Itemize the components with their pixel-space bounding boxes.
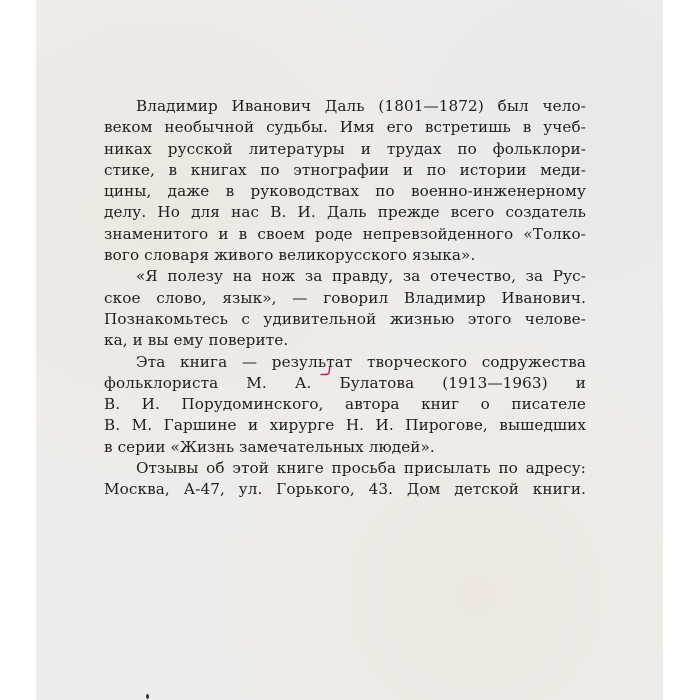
- text-line: В. И. Порудоминского, автора книг о писателе: [104, 395, 586, 414]
- text-line: цины, даже в руководствах по военно-инженерному: [104, 182, 586, 201]
- paper-speck: [146, 694, 149, 699]
- text-line: «Я полезу на нож за правду, за отечество, за Рус-: [136, 267, 586, 286]
- text-line: делу. Но для нас В. И. Даль прежде всего создатель: [104, 203, 586, 222]
- text-line: ка, и вы ему поверите.: [104, 331, 289, 350]
- text-line: веком необычной судьбы. Имя его встретишь в учеб-: [104, 118, 586, 137]
- paragraph-3: [104, 352, 586, 458]
- text-line: стике, в книгах по этнографии и по истории меди-: [104, 160, 586, 179]
- text-line: никах русской литературы и трудах по фольклори-: [104, 139, 586, 158]
- pen-mark-icon: [319, 366, 333, 376]
- text-line: Отзывы об этой книге просьба присылать по адресу:: [136, 459, 586, 478]
- paragraph-1: [104, 96, 586, 266]
- paragraph-2: [104, 266, 586, 351]
- text-line: фольклориста М. А. Булатова (1913—1963) и: [104, 373, 586, 392]
- text-line: Москва, А-47, ул. Горького, 43. Дом детской книги.: [104, 480, 586, 499]
- text-line: вого словаря живого великорусского языка».: [104, 246, 476, 265]
- annotation-text-block: [104, 96, 586, 501]
- text-line: Эта книга — результат творческого содружества: [136, 352, 586, 371]
- text-line: в серии «Жизнь замечательных людей».: [104, 437, 435, 456]
- paragraph-4: [104, 458, 586, 501]
- book-page: [36, 0, 663, 700]
- text-line: Владимир Иванович Даль (1801—1872) был чело-: [136, 97, 586, 115]
- text-line: Познакомьтесь с удивительной жизнью этого челове-: [104, 309, 586, 328]
- text-line: В. М. Гаршине и хирурге Н. И. Пирогове, вышедших: [104, 416, 586, 435]
- text-line: ское слово, язык», — говорил Владимир Иванович.: [104, 288, 586, 307]
- text-line: знаменитого и в своем роде непревзойденного «Толко-: [104, 224, 586, 243]
